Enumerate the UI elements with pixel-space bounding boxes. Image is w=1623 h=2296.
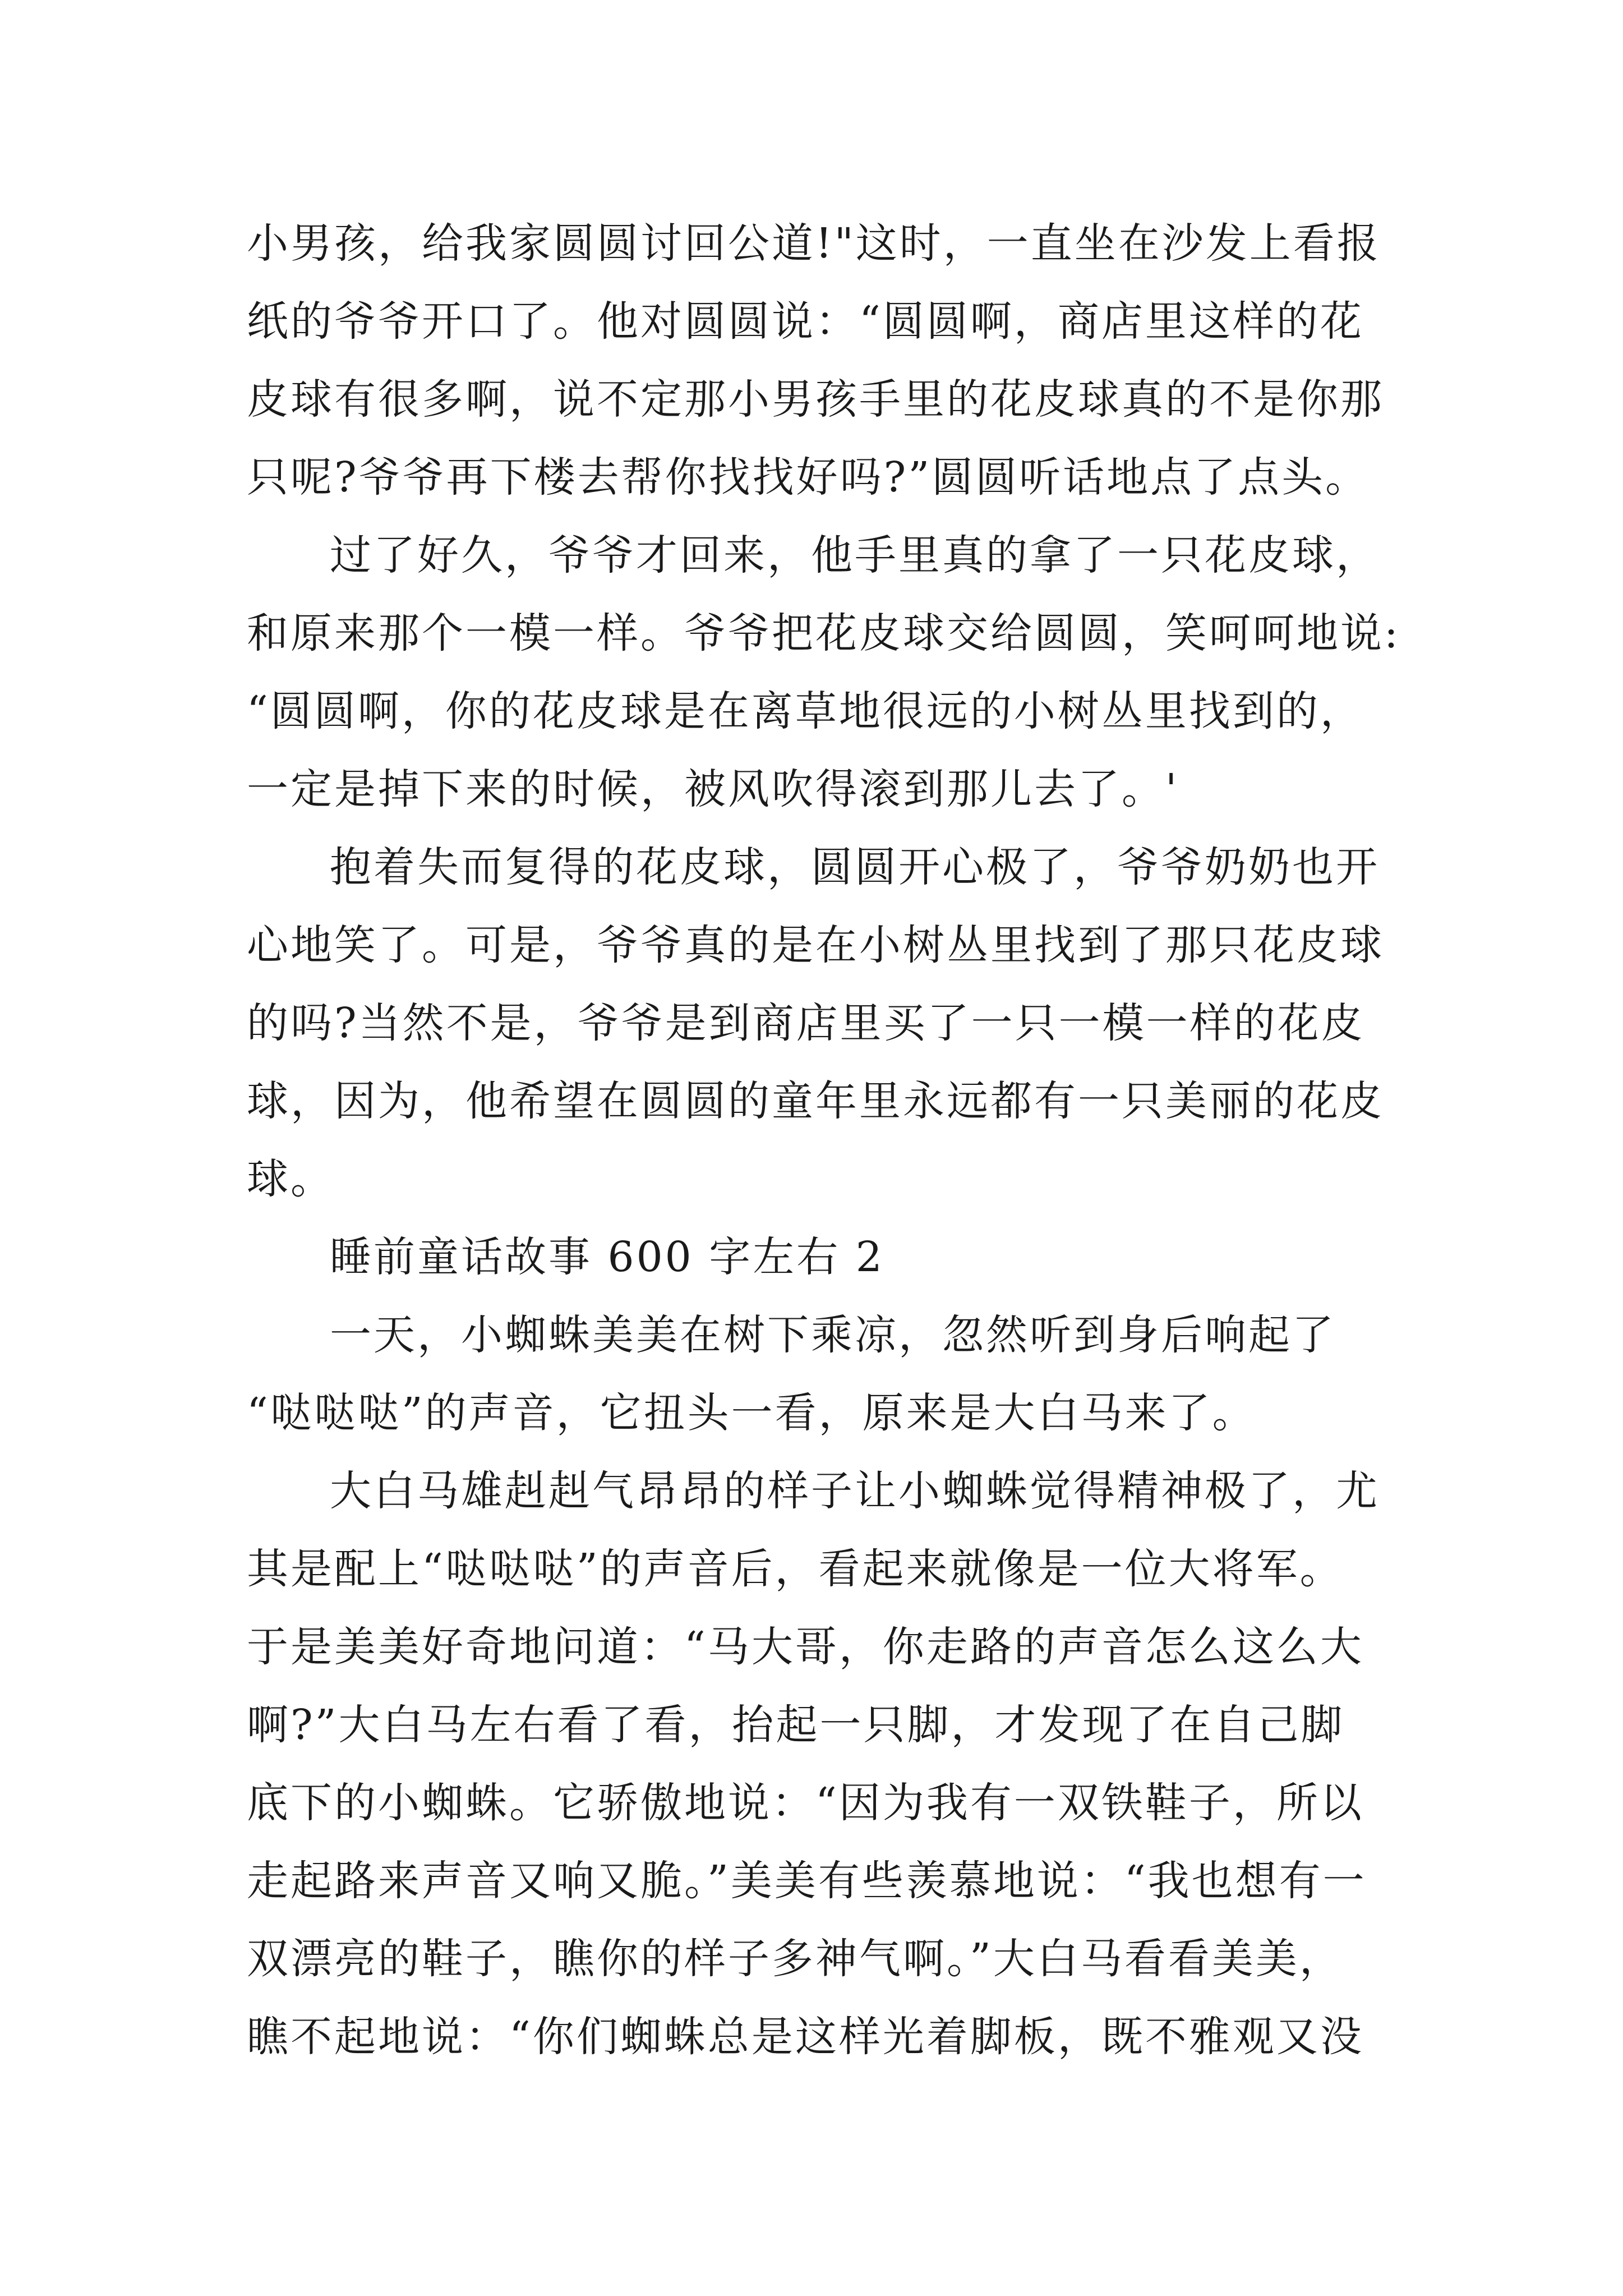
text-line: 其是配上“哒哒哒”的声音后，看起来就像是一位大将军。 xyxy=(247,1545,1344,1593)
text-line: 心地笑了。可是，爷爷真的是在小树丛里找到了那只花皮球 xyxy=(247,921,1384,969)
section-heading: 睡前童话故事 600 字左右 2 xyxy=(330,1233,884,1281)
text-line: 啊?”大白马左右看了看，抬起一只脚，才发现了在自己脚 xyxy=(247,1701,1345,1749)
text-line: 瞧不起地说：“你们蜘蛛总是这样光着脚板，既不雅观又没 xyxy=(247,2013,1364,2061)
text-line: 小男孩，给我家圆圆讨回公道!"这时，一直坐在沙发上看报 xyxy=(247,219,1381,268)
text-line: 于是美美好奇地问道：“马大哥，你走路的声音怎么这么大 xyxy=(247,1623,1364,1671)
text-line: 大白马雄赳赳气昂昂的样子让小蜘蛛觉得精神极了，尤 xyxy=(330,1467,1380,1515)
text-line: 皮球有很多啊，说不定那小男孩手里的花皮球真的不是你那 xyxy=(247,375,1384,424)
text-line: 过了好久，爷爷才回来，他手里真的拿了一只花皮球， xyxy=(330,531,1380,579)
text-line: 底下的小蜘蛛。它骄傲地说：“因为我有一双铁鞋子，所以 xyxy=(247,1779,1364,1827)
text-line: 纸的爷爷开口了。他对圆圆说：“圆圆啊，商店里这样的花 xyxy=(247,297,1364,346)
body-text xyxy=(247,205,1400,2076)
text-line: 走起路来声音又响又脆。”美美有些羡慕地说：“我也想有一 xyxy=(247,1857,1367,1905)
text-line: 球，因为，他希望在圆圆的童年里永远都有一只美丽的花皮 xyxy=(247,1077,1384,1125)
text-line: 一天，小蜘蛛美美在树下乘凉，忽然听到身后响起了 xyxy=(330,1311,1336,1359)
text-line: 抱着失而复得的花皮球，圆圆开心极了，爷爷奶奶也开 xyxy=(330,843,1380,891)
text-line: 一定是掉下来的时候，被风吹得滚到那儿去了。' xyxy=(247,765,1179,813)
text-line: 只呢?爷爷再下楼去帮你找找好吗?”圆圆听话地点了点头。 xyxy=(247,453,1370,501)
text-line: 双漂亮的鞋子，瞧你的样子多神气啊。”大白马看看美美， xyxy=(247,1935,1343,1983)
text-line: “哒哒哒”的声音，它扭头一看，原来是大白马来了。 xyxy=(247,1389,1256,1437)
text-line: 和原来那个一模一样。爷爷把花皮球交给圆圆，笑呵呵地说: xyxy=(247,609,1400,657)
text-line: 球。 xyxy=(247,1155,334,1203)
text-line: “圆圆啊，你的花皮球是在离草地很远的小树丛里找到的， xyxy=(247,687,1364,735)
text-line: 的吗?当然不是，爷爷是到商店里买了一只一模一样的花皮 xyxy=(247,999,1365,1047)
